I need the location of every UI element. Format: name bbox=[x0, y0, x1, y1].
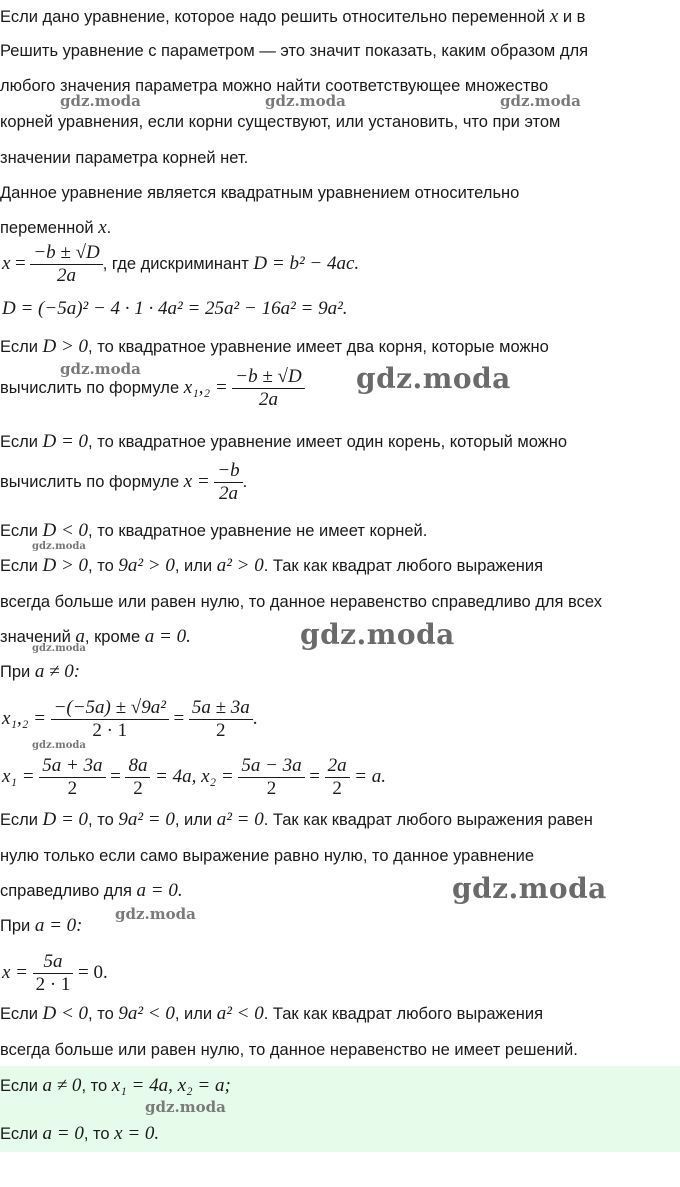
text-line: При a ≠ 0: bbox=[0, 661, 81, 682]
fraction: $\frac{5a + 3a}{2}$ bbox=[39, 755, 105, 800]
fraction: $\frac{2a}{2}$ bbox=[325, 755, 350, 800]
text-line: любого значения параметра можно найти соответствующее множество bbox=[0, 77, 549, 95]
text-line: Если D > 0, то квадратное уравнение имеет два корня, которые можно bbox=[0, 336, 549, 357]
fraction: $\frac{-b \pm √D}{2a}$ bbox=[30, 242, 102, 287]
watermark: gdz.moda bbox=[32, 740, 86, 751]
watermark: gdz.moda bbox=[32, 643, 86, 654]
text-line: При a = 0: bbox=[0, 915, 83, 936]
fraction: $\frac{8a}{2}$ bbox=[125, 755, 150, 800]
text-line: Если D > 0, то 9a² > 0, или a² > 0. Так как квадрат любого выражения bbox=[0, 555, 544, 576]
answer-line: Если a ≠ 0, то x₁ = 4a, x₂ = a; bbox=[0, 1075, 231, 1096]
text-line: переменной x. bbox=[0, 217, 112, 238]
formula-zero-root: x = $\frac{5a}{2 \cdot 1}$ = 0. bbox=[2, 951, 108, 996]
text-line: Если дано уравнение, которое надо решить относительно переменной x и в bbox=[0, 6, 586, 27]
watermark: gdz.moda bbox=[452, 872, 607, 905]
formula-discriminant: D = (−5a)² − 4 · 1 · 4a² = 25a² − 16a² = 9a². bbox=[2, 298, 348, 319]
text-line: Решить уравнение с параметром — это значит показать, каким образом для bbox=[0, 42, 589, 60]
text-line: Если D < 0, то квадратное уравнение не имеет корней. bbox=[0, 520, 428, 541]
text-line: значений a, кроме a = 0. bbox=[0, 626, 191, 647]
formula-roots-nonzero: x₁,₂ = $\frac{\text{−(−5a) ± √9a²}}{2 \cdot 1}$ = $\frac{5a \pm 3a}{2}$ . bbox=[2, 697, 258, 742]
text-line: всегда больше или равен нулю, то данное неравенство справедливо для всех bbox=[0, 593, 602, 611]
text-line: Если D = 0, то 9a² = 0, или a² = 0. Так как квадрат любого выражения равен bbox=[0, 809, 593, 830]
formula-x1-x2: x₁ = $\frac{5a + 3a}{2}$ = $\frac{8a}{2}$ = 4a, x₂ = $\frac{5a - 3a}{2}$ = $\frac{2a}{2}$ = a. bbox=[2, 755, 386, 800]
formula-two-roots: вычислить по формуле x₁,₂ = $\frac{-b \pm √D}{2a}$ bbox=[0, 366, 305, 411]
watermark: gdz.moda bbox=[356, 362, 511, 395]
text-line: Если D = 0, то квадратное уравнение имеет один корень, который можно bbox=[0, 431, 568, 452]
text-line: всегда больше или равен нулю, то данное неравенство не имеет решений. bbox=[0, 1041, 578, 1059]
fraction: $\frac{\text{−(−5a) ± √9a²}}{2 \cdot 1}$ bbox=[51, 697, 169, 742]
text-line: корней уравнения, если корни существуют, или установить, что при этом bbox=[0, 113, 561, 131]
fraction: $\frac{-b \pm √D}{2a}$ bbox=[232, 366, 304, 411]
text-line: справедливо для a = 0. bbox=[0, 880, 183, 901]
fraction: $\frac{5a}{2 \cdot 1}$ bbox=[33, 951, 74, 996]
fraction: $\frac{-b}{2a}$ bbox=[214, 460, 242, 505]
text-line: Данное уравнение является квадратным уравнением относительно bbox=[0, 184, 520, 202]
fraction: $\frac{5a \pm 3a}{2}$ bbox=[189, 697, 253, 742]
watermark: gdz.moda bbox=[500, 92, 581, 110]
text-line: нулю только если само выражение равно нулю, то данное уравнение bbox=[0, 847, 535, 865]
watermark: gdz.moda bbox=[265, 92, 346, 110]
watermark: gdz.moda bbox=[145, 1098, 226, 1116]
formula-roots: x = $\frac{-b \pm √D}{2a}$ , где дискриминант D = b² − 4ac. bbox=[2, 242, 360, 287]
answer-line: Если a = 0, то x = 0. bbox=[0, 1123, 160, 1144]
watermark: gdz.moda bbox=[32, 541, 86, 552]
watermark: gdz.moda bbox=[60, 92, 141, 110]
text-line: Если D < 0, то 9a² < 0, или a² < 0. Так как квадрат любого выражения bbox=[0, 1003, 544, 1024]
watermark: gdz.moda bbox=[300, 618, 455, 651]
fraction: $\frac{5a - 3a}{2}$ bbox=[238, 755, 304, 800]
watermark: gdz.moda bbox=[60, 360, 141, 378]
text-line: значении параметра корней нет. bbox=[0, 149, 249, 167]
watermark: gdz.moda bbox=[115, 905, 196, 923]
formula-one-root: вычислить по формуле x = $\frac{-b}{2a}$ . bbox=[0, 460, 248, 505]
